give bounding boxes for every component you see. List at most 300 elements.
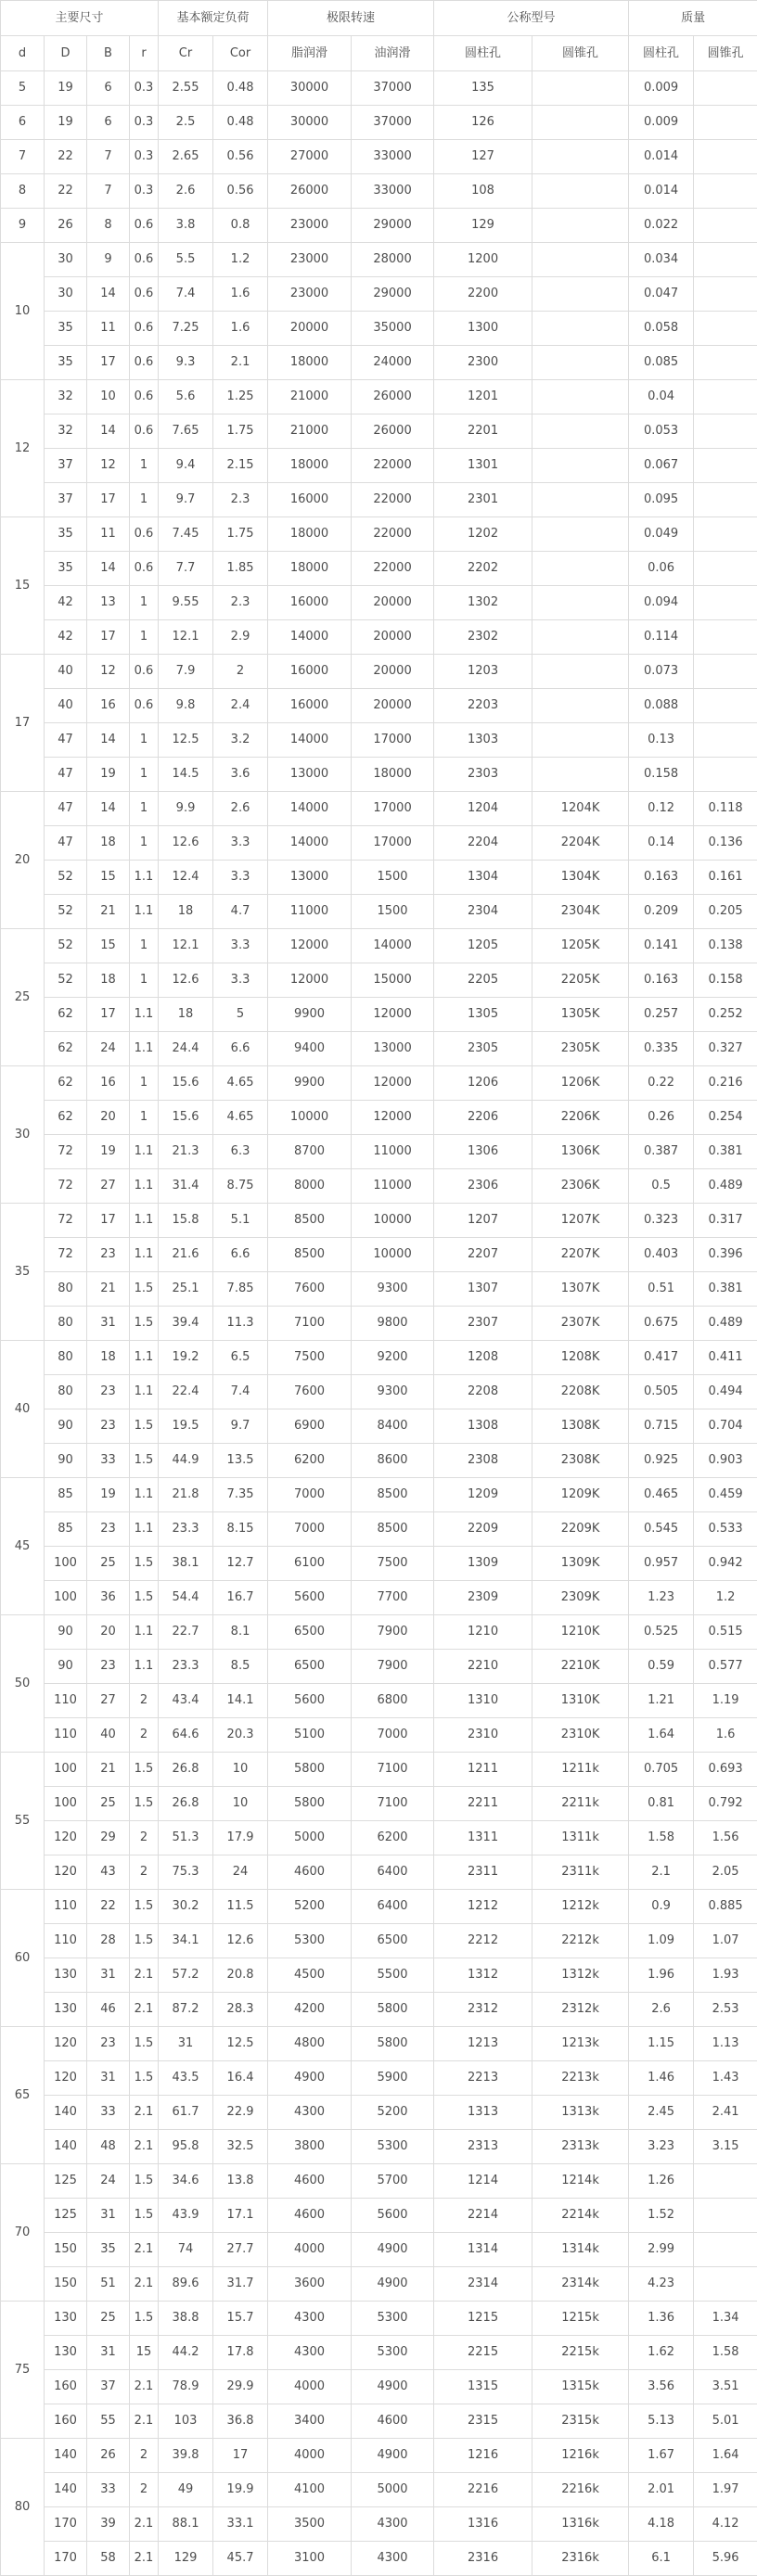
mass-tapered-cell: 1.34 — [694, 2302, 757, 2336]
chamfer-cell: 1.1 — [130, 1204, 159, 1238]
width-cell: 14 — [87, 792, 130, 826]
mass-tapered-cell — [694, 586, 757, 620]
model-tapered-cell: 1315k — [532, 2370, 629, 2404]
grease-speed-cell: 4000 — [268, 2439, 352, 2473]
outer-diameter-cell: 35 — [45, 346, 87, 380]
dynamic-load-cr-cell: 25.1 — [159, 1272, 213, 1307]
oil-speed-cell: 20000 — [352, 586, 434, 620]
mass-cylindrical-cell: 0.14 — [629, 826, 694, 861]
model-cylindrical-cell: 2208 — [434, 1375, 532, 1409]
grease-speed-cell: 4300 — [268, 2096, 352, 2130]
mass-tapered-cell — [694, 2267, 757, 2302]
bore-diameter-cell: 10 — [1, 243, 45, 380]
mass-tapered-cell: 0.885 — [694, 1890, 757, 1924]
model-cylindrical-cell: 1302 — [434, 586, 532, 620]
dynamic-load-cr-cell: 2.6 — [159, 174, 213, 209]
static-load-cor-cell: 3.3 — [213, 929, 268, 963]
outer-diameter-cell: 140 — [45, 2439, 87, 2473]
table-row — [1, 1718, 757, 1753]
dynamic-load-cr-cell: 49 — [159, 2473, 213, 2507]
outer-diameter-cell: 170 — [45, 2507, 87, 2542]
model-tapered-cell: 2312k — [532, 1993, 629, 2027]
outer-diameter-cell: 52 — [45, 861, 87, 895]
mass-cylindrical-cell: 1.36 — [629, 2302, 694, 2336]
grease-speed-cell: 14000 — [268, 620, 352, 655]
static-load-cor-cell: 1.85 — [213, 552, 268, 586]
width-cell: 19 — [87, 758, 130, 792]
mass-cylindrical-cell: 4.18 — [629, 2507, 694, 2542]
model-cylindrical-cell: 2303 — [434, 758, 532, 792]
chamfer-cell: 1.5 — [130, 2061, 159, 2096]
oil-speed-cell: 26000 — [352, 414, 434, 449]
mass-tapered-cell: 0.704 — [694, 1409, 757, 1444]
mass-tapered-cell: 1.6 — [694, 1718, 757, 1753]
bore-diameter-cell: 8 — [1, 174, 45, 209]
mass-cylindrical-cell: 0.323 — [629, 1204, 694, 1238]
chamfer-cell: 2.1 — [130, 1993, 159, 2027]
outer-diameter-cell: 125 — [45, 2199, 87, 2233]
outer-diameter-cell: 35 — [45, 312, 87, 346]
grease-speed-cell: 8500 — [268, 1238, 352, 1272]
width-cell: 23 — [87, 1512, 130, 1547]
oil-speed-cell: 5300 — [352, 2130, 434, 2164]
width-cell: 20 — [87, 1615, 130, 1650]
oil-speed-cell: 7900 — [352, 1650, 434, 1684]
model-tapered-cell: 2313k — [532, 2130, 629, 2164]
model-tapered-cell: 2204K — [532, 826, 629, 861]
mass-tapered-cell: 1.97 — [694, 2473, 757, 2507]
chamfer-cell: 1.1 — [130, 998, 159, 1032]
static-load-cor-cell: 5.1 — [213, 1204, 268, 1238]
model-tapered-cell: 2307K — [532, 1307, 629, 1341]
dynamic-load-cr-cell: 44.9 — [159, 1444, 213, 1478]
grease-speed-cell: 4800 — [268, 2027, 352, 2061]
dynamic-load-cr-cell: 103 — [159, 2404, 213, 2439]
chamfer-cell: 1.5 — [130, 2302, 159, 2336]
model-cylindrical-cell: 2308 — [434, 1444, 532, 1478]
dynamic-load-cr-cell: 23.3 — [159, 1512, 213, 1547]
table-row — [1, 1512, 757, 1547]
dynamic-load-cr-cell: 9.8 — [159, 689, 213, 723]
static-load-cor-cell: 2.6 — [213, 792, 268, 826]
oil-speed-cell: 22000 — [352, 483, 434, 517]
outer-diameter-cell: 85 — [45, 1512, 87, 1547]
table-row — [1, 312, 757, 346]
mass-cylindrical-cell: 1.64 — [629, 1718, 694, 1753]
grease-speed-cell: 4200 — [268, 1993, 352, 2027]
mass-cylindrical-cell: 0.049 — [629, 517, 694, 552]
oil-speed-cell: 37000 — [352, 106, 434, 140]
table-row — [1, 414, 757, 449]
static-load-cor-cell: 6.5 — [213, 1341, 268, 1375]
model-tapered-cell — [532, 586, 629, 620]
width-cell: 9 — [87, 243, 130, 277]
static-load-cor-cell: 7.4 — [213, 1375, 268, 1409]
static-load-cor-cell: 8.15 — [213, 1512, 268, 1547]
mass-tapered-cell — [694, 71, 757, 106]
oil-speed-cell: 7100 — [352, 1753, 434, 1787]
model-tapered-cell: 2311k — [532, 1855, 629, 1890]
model-cylindrical-cell: 1316 — [434, 2507, 532, 2542]
header-col-r: r — [130, 36, 159, 71]
model-cylindrical-cell: 2313 — [434, 2130, 532, 2164]
outer-diameter-cell: 35 — [45, 552, 87, 586]
mass-tapered-cell: 0.381 — [694, 1272, 757, 1307]
dynamic-load-cr-cell: 39.4 — [159, 1307, 213, 1341]
table-body — [1, 1, 757, 2576]
model-cylindrical-cell: 2314 — [434, 2267, 532, 2302]
static-load-cor-cell: 1.25 — [213, 380, 268, 414]
model-tapered-cell: 2208K — [532, 1375, 629, 1409]
chamfer-cell: 1.5 — [130, 1890, 159, 1924]
table-row — [1, 1787, 757, 1821]
mass-cylindrical-cell: 0.141 — [629, 929, 694, 963]
static-load-cor-cell: 31.7 — [213, 2267, 268, 2302]
outer-diameter-cell: 150 — [45, 2233, 87, 2267]
dynamic-load-cr-cell: 7.7 — [159, 552, 213, 586]
model-cylindrical-cell: 2301 — [434, 483, 532, 517]
mass-cylindrical-cell: 3.56 — [629, 2370, 694, 2404]
model-cylindrical-cell: 2215 — [434, 2336, 532, 2370]
static-load-cor-cell: 3.6 — [213, 758, 268, 792]
static-load-cor-cell: 7.85 — [213, 1272, 268, 1307]
table-row — [1, 2473, 757, 2507]
oil-speed-cell: 10000 — [352, 1204, 434, 1238]
static-load-cor-cell: 24 — [213, 1855, 268, 1890]
table-row — [1, 1169, 757, 1204]
outer-diameter-cell: 90 — [45, 1615, 87, 1650]
header-row-groups — [1, 1, 757, 36]
outer-diameter-cell: 120 — [45, 2061, 87, 2096]
width-cell: 24 — [87, 1032, 130, 1066]
grease-speed-cell: 16000 — [268, 586, 352, 620]
bore-diameter-cell: 80 — [1, 2439, 45, 2576]
mass-cylindrical-cell: 2.45 — [629, 2096, 694, 2130]
outer-diameter-cell: 37 — [45, 483, 87, 517]
outer-diameter-cell: 160 — [45, 2370, 87, 2404]
chamfer-cell: 2.1 — [130, 2233, 159, 2267]
mass-tapered-cell: 0.138 — [694, 929, 757, 963]
header-col-mass-tapered: 圆锥孔 — [694, 36, 757, 71]
mass-tapered-cell — [694, 723, 757, 758]
dynamic-load-cr-cell: 54.4 — [159, 1581, 213, 1615]
mass-tapered-cell: 4.12 — [694, 2507, 757, 2542]
model-tapered-cell: 2211k — [532, 1787, 629, 1821]
static-load-cor-cell: 6.3 — [213, 1135, 268, 1169]
outer-diameter-cell: 32 — [45, 380, 87, 414]
dynamic-load-cr-cell: 23.3 — [159, 1650, 213, 1684]
chamfer-cell: 1.5 — [130, 1272, 159, 1307]
table-row — [1, 1890, 757, 1924]
width-cell: 19 — [87, 1135, 130, 1169]
table-row — [1, 586, 757, 620]
mass-tapered-cell: 0.317 — [694, 1204, 757, 1238]
chamfer-cell: 1.1 — [130, 1238, 159, 1272]
chamfer-cell: 2 — [130, 1821, 159, 1855]
model-tapered-cell — [532, 483, 629, 517]
outer-diameter-cell: 85 — [45, 1478, 87, 1512]
oil-speed-cell: 7000 — [352, 1718, 434, 1753]
chamfer-cell: 0.6 — [130, 277, 159, 312]
oil-speed-cell: 1500 — [352, 895, 434, 929]
mass-tapered-cell: 0.161 — [694, 861, 757, 895]
chamfer-cell: 1.5 — [130, 1787, 159, 1821]
dynamic-load-cr-cell: 44.2 — [159, 2336, 213, 2370]
outer-diameter-cell: 90 — [45, 1409, 87, 1444]
model-cylindrical-cell: 2307 — [434, 1307, 532, 1341]
dynamic-load-cr-cell: 22.7 — [159, 1615, 213, 1650]
mass-tapered-cell — [694, 209, 757, 243]
width-cell: 24 — [87, 2164, 130, 2199]
oil-speed-cell: 9300 — [352, 1375, 434, 1409]
width-cell: 14 — [87, 277, 130, 312]
mass-cylindrical-cell: 1.21 — [629, 1684, 694, 1718]
mass-cylindrical-cell: 0.387 — [629, 1135, 694, 1169]
static-load-cor-cell: 20.8 — [213, 1958, 268, 1993]
outer-diameter-cell: 32 — [45, 414, 87, 449]
model-tapered-cell: 1214k — [532, 2164, 629, 2199]
table-row — [1, 758, 757, 792]
width-cell: 40 — [87, 1718, 130, 1753]
model-tapered-cell — [532, 517, 629, 552]
outer-diameter-cell: 80 — [45, 1375, 87, 1409]
oil-speed-cell: 5800 — [352, 1993, 434, 2027]
grease-speed-cell: 6500 — [268, 1650, 352, 1684]
outer-diameter-cell: 80 — [45, 1272, 87, 1307]
static-load-cor-cell: 10 — [213, 1753, 268, 1787]
mass-tapered-cell: 3.51 — [694, 2370, 757, 2404]
oil-speed-cell: 6400 — [352, 1855, 434, 1890]
static-load-cor-cell: 33.1 — [213, 2507, 268, 2542]
model-tapered-cell: 2215k — [532, 2336, 629, 2370]
mass-tapered-cell: 0.158 — [694, 963, 757, 998]
table-row — [1, 517, 757, 552]
width-cell: 25 — [87, 1547, 130, 1581]
dynamic-load-cr-cell: 15.6 — [159, 1101, 213, 1135]
model-cylindrical-cell: 2214 — [434, 2199, 532, 2233]
model-tapered-cell — [532, 277, 629, 312]
mass-tapered-cell: 0.396 — [694, 1238, 757, 1272]
oil-speed-cell: 17000 — [352, 826, 434, 861]
grease-speed-cell: 14000 — [268, 826, 352, 861]
model-cylindrical-cell: 1202 — [434, 517, 532, 552]
width-cell: 43 — [87, 1855, 130, 1890]
dynamic-load-cr-cell: 88.1 — [159, 2507, 213, 2542]
oil-speed-cell: 7100 — [352, 1787, 434, 1821]
model-tapered-cell — [532, 140, 629, 174]
table-row — [1, 1615, 757, 1650]
mass-tapered-cell: 1.64 — [694, 2439, 757, 2473]
model-tapered-cell — [532, 723, 629, 758]
table-row — [1, 2370, 757, 2404]
static-load-cor-cell: 14.1 — [213, 1684, 268, 1718]
model-cylindrical-cell: 1207 — [434, 1204, 532, 1238]
oil-speed-cell: 8600 — [352, 1444, 434, 1478]
grease-speed-cell: 4100 — [268, 2473, 352, 2507]
mass-cylindrical-cell: 1.46 — [629, 2061, 694, 2096]
mass-tapered-cell: 0.792 — [694, 1787, 757, 1821]
model-tapered-cell — [532, 312, 629, 346]
table-row — [1, 483, 757, 517]
outer-diameter-cell: 19 — [45, 71, 87, 106]
static-load-cor-cell: 8.5 — [213, 1650, 268, 1684]
model-tapered-cell: 2207K — [532, 1238, 629, 1272]
static-load-cor-cell: 2.3 — [213, 586, 268, 620]
table-row — [1, 861, 757, 895]
table-row — [1, 2507, 757, 2542]
bore-diameter-cell: 45 — [1, 1478, 45, 1615]
mass-cylindrical-cell: 0.505 — [629, 1375, 694, 1409]
width-cell: 37 — [87, 2370, 130, 2404]
mass-tapered-cell: 2.41 — [694, 2096, 757, 2130]
model-tapered-cell: 1312k — [532, 1958, 629, 1993]
oil-speed-cell: 22000 — [352, 517, 434, 552]
chamfer-cell: 1 — [130, 1066, 159, 1101]
mass-tapered-cell — [694, 552, 757, 586]
mass-tapered-cell — [694, 174, 757, 209]
model-cylindrical-cell: 1313 — [434, 2096, 532, 2130]
mass-tapered-cell — [694, 758, 757, 792]
width-cell: 7 — [87, 140, 130, 174]
header-col-B: B — [87, 36, 130, 71]
chamfer-cell: 1.1 — [130, 1135, 159, 1169]
outer-diameter-cell: 40 — [45, 689, 87, 723]
oil-speed-cell: 17000 — [352, 792, 434, 826]
table-row — [1, 1307, 757, 1341]
mass-cylindrical-cell: 0.12 — [629, 792, 694, 826]
table-row — [1, 2404, 757, 2439]
chamfer-cell: 1 — [130, 620, 159, 655]
dynamic-load-cr-cell: 7.65 — [159, 414, 213, 449]
mass-cylindrical-cell: 1.09 — [629, 1924, 694, 1958]
grease-speed-cell: 5800 — [268, 1753, 352, 1787]
width-cell: 16 — [87, 1066, 130, 1101]
oil-speed-cell: 5600 — [352, 2199, 434, 2233]
mass-cylindrical-cell: 0.81 — [629, 1787, 694, 1821]
mass-cylindrical-cell: 2.6 — [629, 1993, 694, 2027]
width-cell: 31 — [87, 1958, 130, 1993]
chamfer-cell: 1.5 — [130, 2199, 159, 2233]
oil-speed-cell: 29000 — [352, 277, 434, 312]
static-load-cor-cell: 45.7 — [213, 2542, 268, 2576]
static-load-cor-cell: 8.75 — [213, 1169, 268, 1204]
mass-tapered-cell: 0.459 — [694, 1478, 757, 1512]
dynamic-load-cr-cell: 3.8 — [159, 209, 213, 243]
mass-cylindrical-cell: 0.13 — [629, 723, 694, 758]
static-load-cor-cell: 2.15 — [213, 449, 268, 483]
mass-tapered-cell — [694, 346, 757, 380]
static-load-cor-cell: 4.7 — [213, 895, 268, 929]
model-cylindrical-cell: 1308 — [434, 1409, 532, 1444]
header-col-grease: 脂润滑 — [268, 36, 352, 71]
static-load-cor-cell: 17 — [213, 2439, 268, 2473]
dynamic-load-cr-cell: 57.2 — [159, 1958, 213, 1993]
width-cell: 33 — [87, 2473, 130, 2507]
outer-diameter-cell: 35 — [45, 517, 87, 552]
table-row — [1, 449, 757, 483]
dynamic-load-cr-cell: 9.4 — [159, 449, 213, 483]
header-basic-load-rating: 基本额定负荷 — [159, 1, 268, 36]
dynamic-load-cr-cell: 18 — [159, 895, 213, 929]
mass-tapered-cell: 0.494 — [694, 1375, 757, 1409]
mass-tapered-cell — [694, 106, 757, 140]
width-cell: 23 — [87, 1375, 130, 1409]
model-cylindrical-cell: 2312 — [434, 1993, 532, 2027]
mass-cylindrical-cell: 1.58 — [629, 1821, 694, 1855]
model-cylindrical-cell: 2315 — [434, 2404, 532, 2439]
model-tapered-cell: 1316k — [532, 2507, 629, 2542]
table-row — [1, 1272, 757, 1307]
mass-cylindrical-cell: 0.209 — [629, 895, 694, 929]
grease-speed-cell: 9900 — [268, 998, 352, 1032]
table-row — [1, 929, 757, 963]
header-col-oil: 油润滑 — [352, 36, 434, 71]
bore-diameter-cell: 55 — [1, 1753, 45, 1890]
dynamic-load-cr-cell: 19.5 — [159, 1409, 213, 1444]
width-cell: 17 — [87, 483, 130, 517]
table-row — [1, 895, 757, 929]
static-load-cor-cell: 20.3 — [213, 1718, 268, 1753]
chamfer-cell: 2.1 — [130, 2096, 159, 2130]
mass-cylindrical-cell: 0.545 — [629, 1512, 694, 1547]
width-cell: 21 — [87, 1753, 130, 1787]
model-cylindrical-cell: 2206 — [434, 1101, 532, 1135]
width-cell: 51 — [87, 2267, 130, 2302]
grease-speed-cell: 18000 — [268, 517, 352, 552]
dynamic-load-cr-cell: 38.8 — [159, 2302, 213, 2336]
static-load-cor-cell: 0.48 — [213, 71, 268, 106]
dynamic-load-cr-cell: 87.2 — [159, 1993, 213, 2027]
header-col-Cr: Cr — [159, 36, 213, 71]
mass-cylindrical-cell: 0.675 — [629, 1307, 694, 1341]
mass-tapered-cell: 1.19 — [694, 1684, 757, 1718]
mass-tapered-cell: 2.53 — [694, 1993, 757, 2027]
model-cylindrical-cell: 1204 — [434, 792, 532, 826]
outer-diameter-cell: 22 — [45, 174, 87, 209]
outer-diameter-cell: 47 — [45, 792, 87, 826]
width-cell: 11 — [87, 312, 130, 346]
dynamic-load-cr-cell: 21.8 — [159, 1478, 213, 1512]
oil-speed-cell: 17000 — [352, 723, 434, 758]
width-cell: 46 — [87, 1993, 130, 2027]
width-cell: 19 — [87, 1478, 130, 1512]
grease-speed-cell: 5200 — [268, 1890, 352, 1924]
oil-speed-cell: 12000 — [352, 1066, 434, 1101]
outer-diameter-cell: 62 — [45, 1101, 87, 1135]
model-cylindrical-cell: 1206 — [434, 1066, 532, 1101]
outer-diameter-cell: 47 — [45, 758, 87, 792]
model-tapered-cell: 1313k — [532, 2096, 629, 2130]
mass-cylindrical-cell: 0.9 — [629, 1890, 694, 1924]
model-tapered-cell: 2310K — [532, 1718, 629, 1753]
oil-speed-cell: 4900 — [352, 2370, 434, 2404]
model-cylindrical-cell: 2316 — [434, 2542, 532, 2576]
dynamic-load-cr-cell: 7.4 — [159, 277, 213, 312]
table-row — [1, 1444, 757, 1478]
width-cell: 15 — [87, 929, 130, 963]
oil-speed-cell: 24000 — [352, 346, 434, 380]
grease-speed-cell: 4600 — [268, 2199, 352, 2233]
grease-speed-cell: 30000 — [268, 106, 352, 140]
mass-cylindrical-cell: 0.26 — [629, 1101, 694, 1135]
table-row — [1, 655, 757, 689]
mass-tapered-cell: 5.96 — [694, 2542, 757, 2576]
model-cylindrical-cell: 2311 — [434, 1855, 532, 1890]
model-tapered-cell — [532, 174, 629, 209]
bore-diameter-cell: 7 — [1, 140, 45, 174]
grease-speed-cell: 23000 — [268, 243, 352, 277]
static-load-cor-cell: 1.6 — [213, 312, 268, 346]
